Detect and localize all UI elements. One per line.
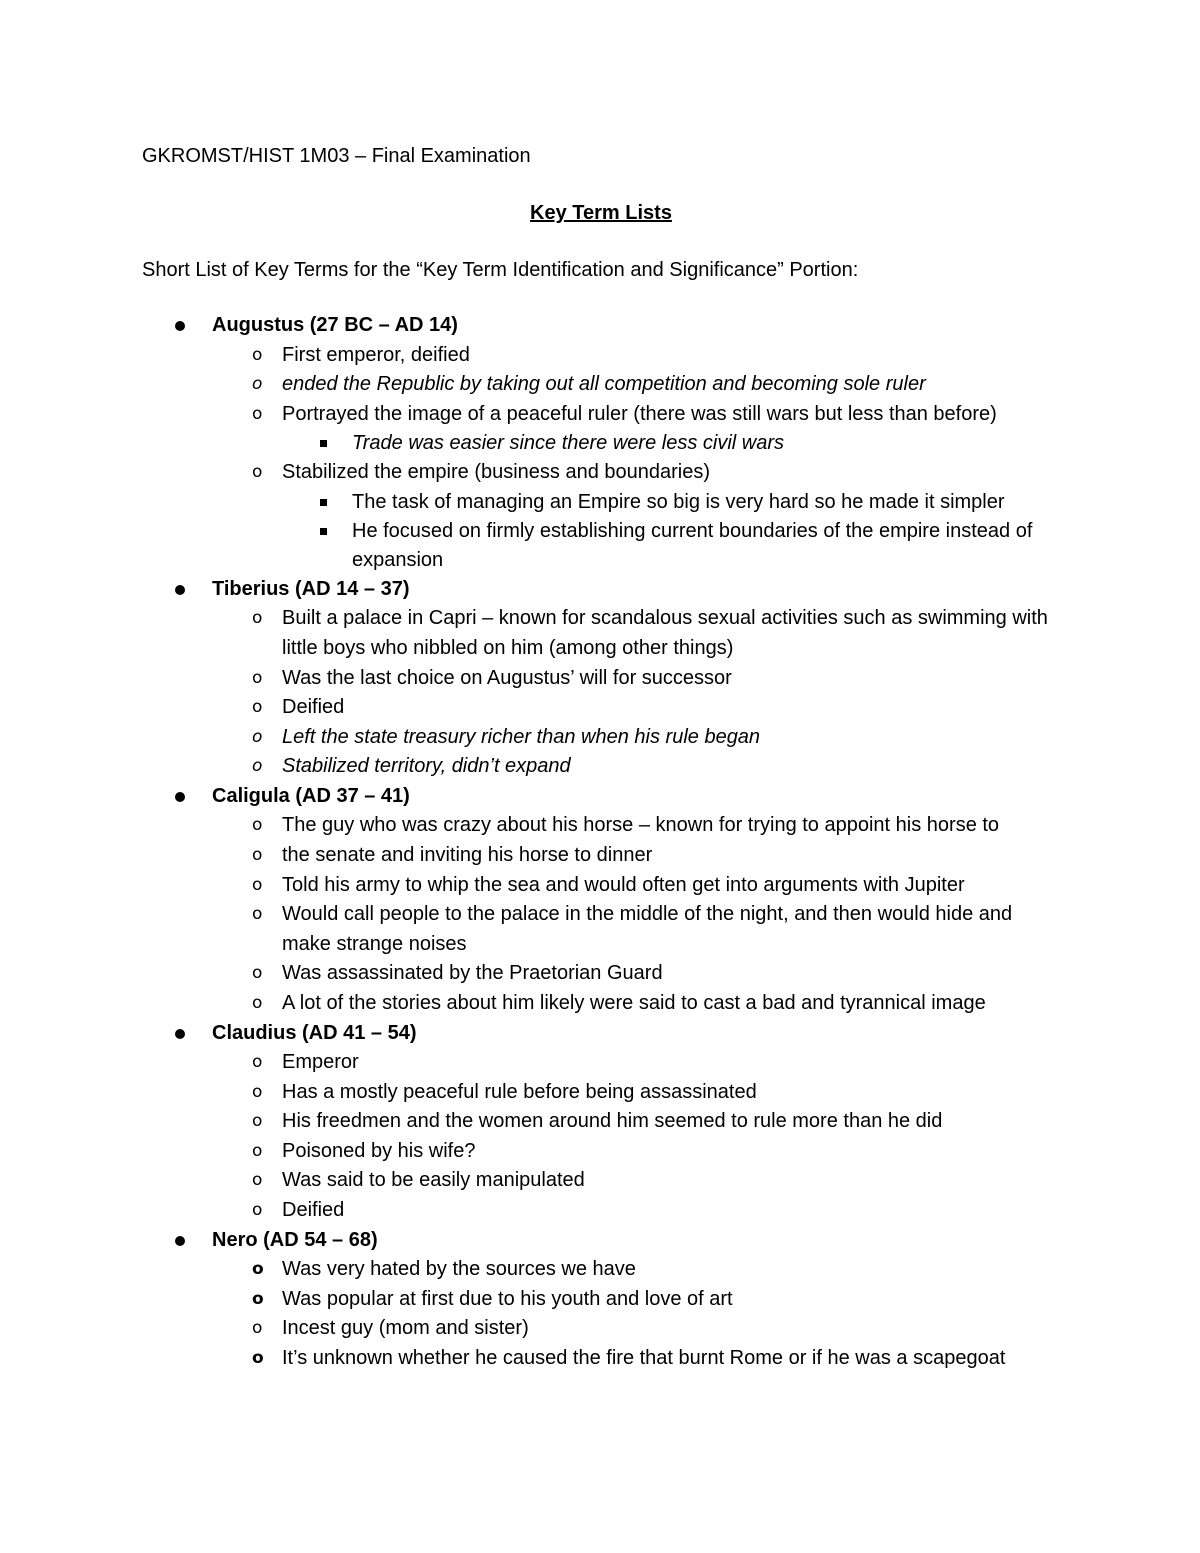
sub-detail-item: [282, 517, 1060, 575]
detail-item: [212, 693, 1060, 723]
bullet-icon: [175, 1029, 185, 1039]
detail-text: It’s unknown whether he caused the fire that burnt Rome or if he was a scapegoat: [282, 1346, 1006, 1369]
detail-item: [212, 458, 1060, 575]
detail-text: Deified: [282, 1199, 345, 1222]
detail-item: [212, 1344, 1060, 1374]
key-term-item: [142, 311, 1060, 575]
course-header: GKROMST/HIST 1M03 – Final Examination: [142, 145, 531, 167]
detail-text: Stabilized the empire (business and boundaries): [282, 461, 711, 484]
circle-bullet-icon: o: [252, 993, 263, 1013]
detail-text: Poisoned by his wife?: [282, 1139, 476, 1162]
detail-item: [212, 752, 1060, 782]
circle-bullet-icon: o: [252, 1081, 263, 1102]
circle-bullet-icon: o: [252, 1259, 264, 1280]
key-term-details: [212, 1255, 1060, 1373]
key-term-details: [212, 341, 1060, 575]
key-term-item: [142, 782, 1060, 1019]
page-title: Key Term Lists: [530, 202, 672, 224]
circle-bullet-icon: o: [252, 904, 263, 925]
circle-bullet-icon: o: [252, 1111, 263, 1132]
circle-bullet-icon: o: [252, 344, 263, 365]
detail-text: Deified: [282, 696, 345, 719]
circle-bullet-icon: o: [252, 608, 263, 629]
circle-bullet-icon: o: [252, 963, 263, 984]
intro-text: Short List of Key Terms for the “Key Term Identification and Significance” Portion:: [142, 259, 859, 281]
circle-bullet-icon: o: [252, 726, 263, 747]
circle-bullet-icon: o: [252, 1288, 264, 1309]
key-term-item: [142, 1019, 1060, 1226]
circle-bullet-icon: o: [252, 756, 263, 777]
detail-text: Incest guy (mom and sister): [282, 1317, 529, 1340]
detail-text: Was assassinated by the Praetorian Guard: [282, 962, 663, 985]
detail-text: Told his army to whip the sea and would often get into arguments with Jupiter: [282, 873, 965, 896]
detail-text: Left the state treasury richer than when his rule began: [282, 725, 761, 748]
key-term-details: [212, 811, 1060, 1018]
detail-item: [212, 811, 1060, 841]
key-term-item: [142, 1226, 1060, 1374]
detail-item: [212, 1255, 1060, 1285]
sub-detail-item: [282, 488, 1060, 517]
circle-bullet-icon: o: [252, 462, 263, 483]
detail-text: ended the Republic by taking out all competition and becoming sole ruler: [282, 373, 926, 396]
detail-item: [212, 989, 1060, 1019]
circle-bullet-icon: o: [252, 1200, 263, 1221]
detail-text: Would call people to the palace in the middle of the night, and then would hide and make strange noises: [282, 903, 1013, 955]
key-term-details: [212, 604, 1060, 782]
sub-detail-item: [282, 429, 1060, 458]
detail-text: Portrayed the image of a peaceful ruler (there was still wars but less than before): [282, 402, 997, 425]
detail-text: First emperor, deified: [282, 343, 470, 366]
sub-detail-text: He focused on firmly establishing current boundaries of the empire instead of expansion: [352, 519, 1033, 571]
circle-bullet-icon: o: [252, 1347, 264, 1368]
circle-bullet-icon: o: [252, 374, 263, 395]
circle-bullet-icon: o: [252, 403, 263, 424]
detail-item: [212, 604, 1060, 663]
sub-detail-text: Trade was easier since there were less civil wars: [352, 432, 785, 455]
detail-text: Stabilized territory, didn’t expand: [282, 755, 571, 778]
detail-item: [212, 1078, 1060, 1108]
circle-bullet-icon: o: [252, 697, 263, 718]
square-bullet-icon: [320, 499, 327, 506]
key-term-label: Nero (AD 54 – 68): [212, 1228, 378, 1251]
key-term-list: [142, 311, 1060, 1374]
key-term-label: Tiberius (AD 14 – 37): [212, 577, 410, 600]
detail-text: the senate and inviting his horse to dinner: [282, 844, 653, 867]
detail-item: [212, 1048, 1060, 1078]
detail-item: [212, 723, 1060, 753]
detail-text: His freedmen and the women around him seemed to rule more than he did: [282, 1110, 943, 1133]
key-term-label: Augustus (27 BC – AD 14): [212, 314, 458, 336]
detail-text: Was the last choice on Augustus’ will for successor: [282, 666, 732, 689]
detail-item: [212, 370, 1060, 400]
detail-item: [212, 1137, 1060, 1167]
detail-item: [212, 900, 1060, 959]
detail-item: [212, 841, 1060, 871]
circle-bullet-icon: o: [252, 667, 263, 688]
detail-text: A lot of the stories about him likely were said to cast a bad and tyrannical image: [282, 992, 986, 1014]
detail-text: Was very hated by the sources we have: [282, 1258, 636, 1281]
detail-item: [212, 1285, 1060, 1315]
circle-bullet-icon: o: [252, 1140, 263, 1161]
circle-bullet-icon: o: [252, 874, 263, 895]
detail-item: [212, 400, 1060, 459]
detail-text: The guy who was crazy about his horse – known for trying to appoint his horse to: [282, 814, 1000, 837]
bullet-icon: [175, 1236, 185, 1246]
key-term-item: [142, 575, 1060, 782]
bullet-icon: [175, 321, 185, 331]
circle-bullet-icon: o: [252, 1318, 263, 1339]
key-term-label: Caligula (AD 37 – 41): [212, 784, 410, 807]
circle-bullet-icon: o: [252, 845, 263, 866]
key-term-label: Claudius (AD 41 – 54): [212, 1021, 417, 1044]
bullet-icon: [175, 792, 185, 802]
square-bullet-icon: [320, 528, 327, 535]
detail-item: [212, 959, 1060, 989]
detail-text: Has a mostly peaceful rule before being assassinated: [282, 1080, 757, 1103]
detail-item: [212, 1107, 1060, 1137]
key-term-details: [212, 1048, 1060, 1226]
square-bullet-icon: [320, 440, 327, 447]
circle-bullet-icon: o: [252, 815, 263, 836]
detail-item: [212, 1314, 1060, 1344]
detail-item: [212, 871, 1060, 901]
detail-text: Emperor: [282, 1051, 359, 1074]
detail-text: Was popular at first due to his youth and love of art: [282, 1287, 733, 1310]
detail-text: Built a palace in Capri – known for scandalous sexual activities such as swimming with little boys who nibbled on him (among other things): [282, 607, 1048, 659]
sub-detail-text: The task of managing an Empire so big is very hard so he made it simpler: [352, 490, 1005, 513]
detail-item: [212, 1166, 1060, 1196]
detail-item: [212, 341, 1060, 371]
circle-bullet-icon: o: [252, 1052, 263, 1073]
bullet-icon: [175, 585, 185, 595]
detail-text: Was said to be easily manipulated: [282, 1169, 585, 1192]
sub-detail-list: [282, 488, 1060, 575]
circle-bullet-icon: o: [252, 1170, 263, 1191]
sub-detail-list: [282, 429, 1060, 458]
detail-item: [212, 1196, 1060, 1226]
detail-item: [212, 664, 1060, 694]
